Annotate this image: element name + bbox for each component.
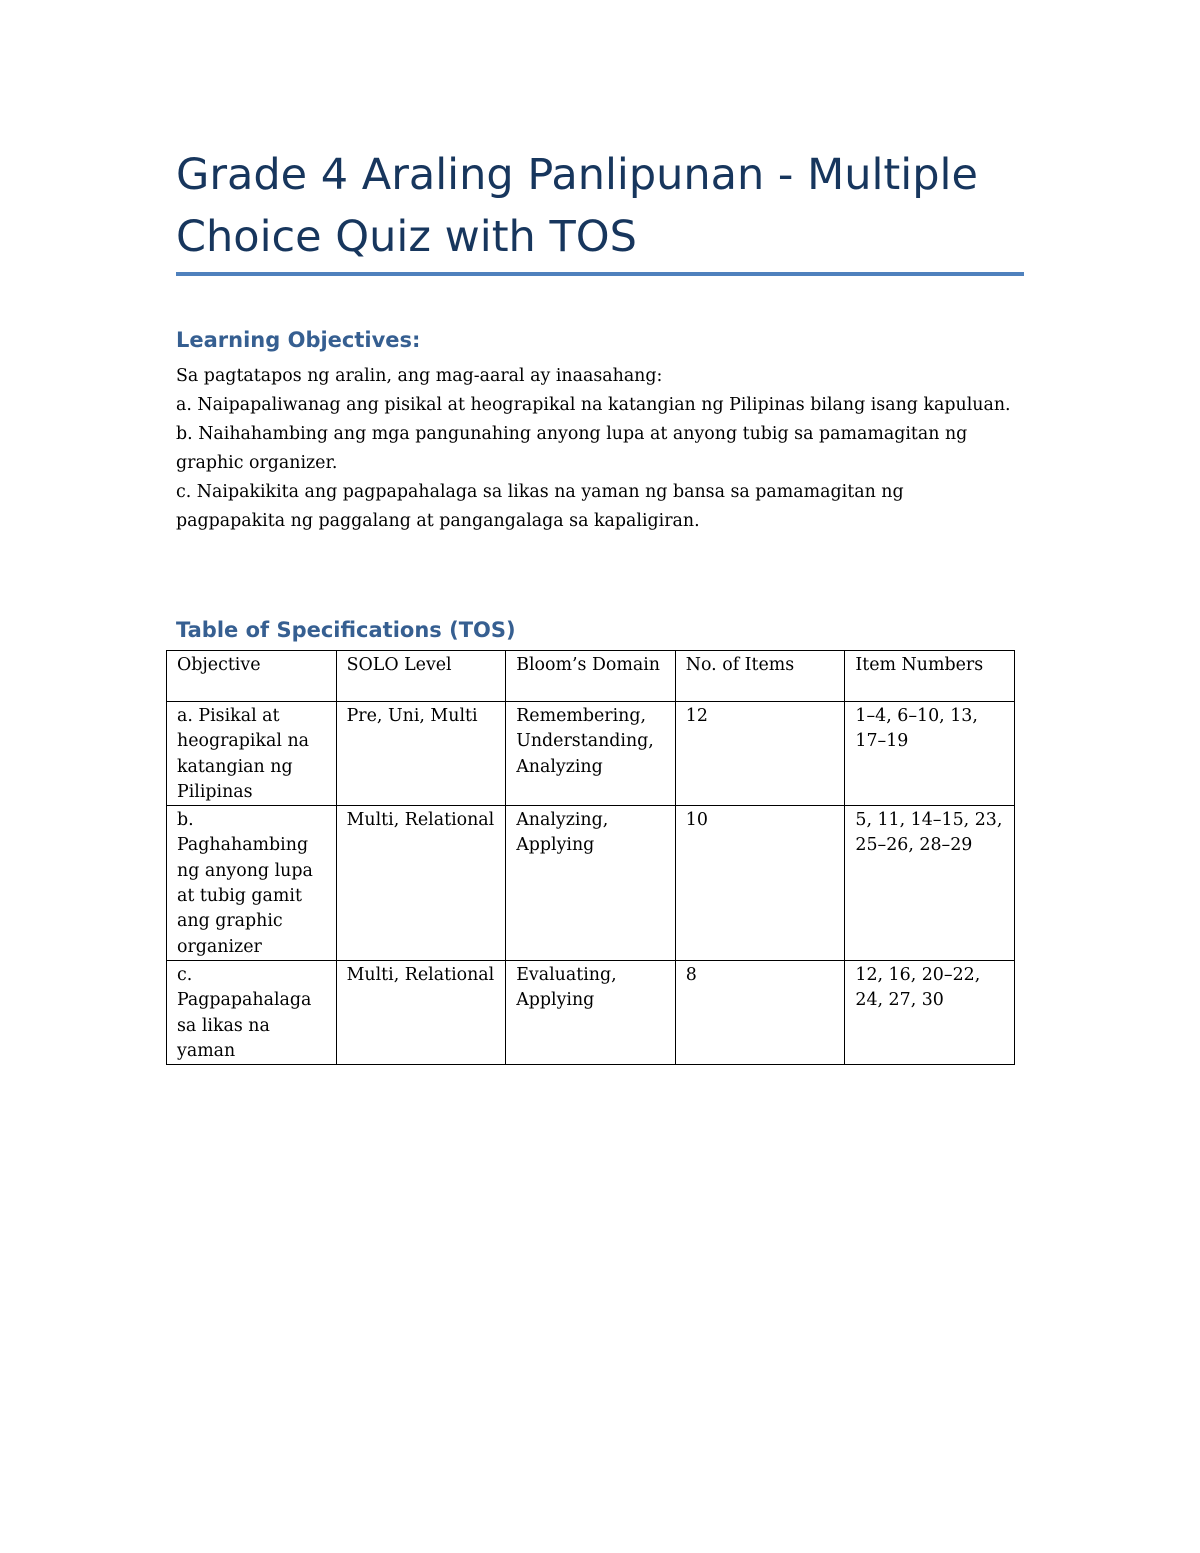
table-header-row <box>167 651 1015 702</box>
table-cell: Remembering, Understanding, Analyzing <box>506 702 676 806</box>
objectives-heading: Learning Objectives: <box>176 328 421 352</box>
table-cell: 12, 16, 20–22, 24, 27, 30 <box>845 960 1015 1064</box>
objectives-body <box>176 362 1016 536</box>
table-cell: a. Pisikal at heograpikal na katangian ng Pilipinas <box>167 702 337 806</box>
table-cell: 5, 11, 14–15, 23, 25–26, 28–29 <box>845 806 1015 961</box>
tos-heading: Table of Specifications (TOS) <box>176 618 516 642</box>
header-cell: SOLO Level <box>336 651 506 702</box>
objective-item-a: a. Naipapaliwanag ang pisikal at heograpikal na katangian ng Pilipinas bilang isang kapuluan. <box>176 395 1011 415</box>
table-row <box>167 806 1015 961</box>
objective-item-b: b. Naihahambing ang mga pangunahing anyong lupa at anyong tubig sa pamamagitan ng graphic organizer. <box>176 424 968 473</box>
table-cell: Analyzing, Applying <box>506 806 676 961</box>
table-cell: Multi, Relational <box>336 806 506 961</box>
table-cell: 12 <box>675 702 845 806</box>
objectives-intro: Sa pagtatapos ng aralin, ang mag-aaral ay inaasahang: <box>176 366 663 386</box>
header-cell: No. of Items <box>675 651 845 702</box>
table-cell: 8 <box>675 960 845 1064</box>
title-underline <box>176 272 1024 276</box>
table-cell: Pre, Uni, Multi <box>336 702 506 806</box>
table-cell: Multi, Relational <box>336 960 506 1064</box>
header-cell: Bloom’s Domain <box>506 651 676 702</box>
objective-item-c: c. Naipakikita ang pagpapahalaga sa likas na yaman ng bansa sa pamamagitan ng pagpapakita ng paggalang at pangangalaga sa kapaligiran. <box>176 482 904 531</box>
table-cell: Evaluating, Applying <box>506 960 676 1064</box>
table-row <box>167 960 1015 1064</box>
table-cell: c. Pagpapahalaga sa likas na yaman <box>167 960 337 1064</box>
table-cell: 10 <box>675 806 845 961</box>
header-cell: Item Numbers <box>845 651 1015 702</box>
document-title: Grade 4 Araling Panlipunan - Multiple Choice Quiz with TOS <box>176 150 978 262</box>
table-row <box>167 702 1015 806</box>
table-cell: b. Paghahambing ng anyong lupa at tubig gamit ang graphic organizer <box>167 806 337 961</box>
tos-table <box>166 650 1015 1065</box>
table-cell: 1–4, 6–10, 13, 17–19 <box>845 702 1015 806</box>
header-cell: Objective <box>167 651 337 702</box>
